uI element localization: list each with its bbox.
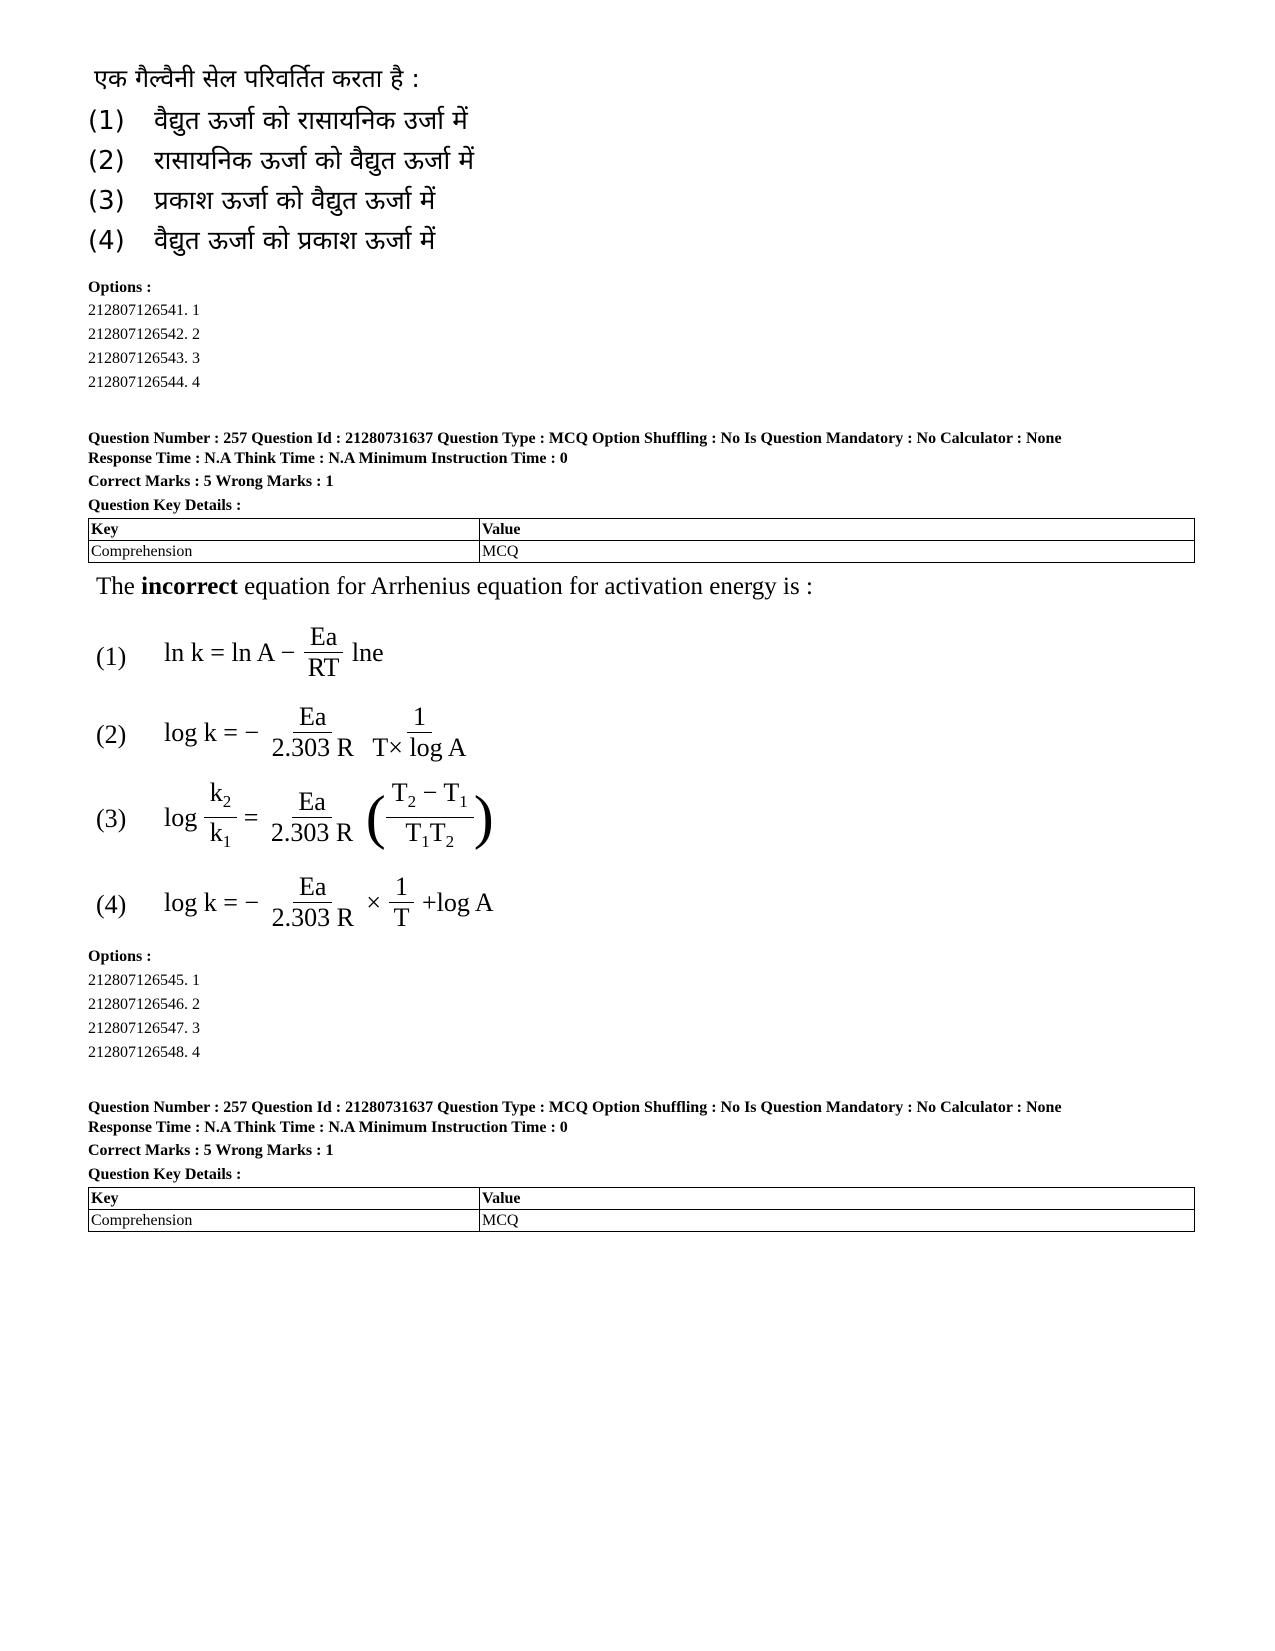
table-header-key: Key xyxy=(89,519,480,541)
question-meta-line2: Response Time : N.A Think Time : N.A Minimum Instruction Time : 0 xyxy=(88,1119,568,1136)
left-paren: ( xyxy=(365,784,386,851)
options-label: Options : xyxy=(88,948,152,965)
option-item: 212807126546. 2 xyxy=(88,996,200,1013)
question-meta-line1: Question Number : 257 Question Id : 21280731637 Question Type : MCQ Option Shuffling : No Is Question Mandatory : No Calculator : None xyxy=(88,430,1062,447)
question-stem-hindi: एक गैल्वैनी सेल परिवर्तित करता है : xyxy=(94,64,420,93)
question-stem-english: The incorrect equation for Arrhenius equation for activation energy is : xyxy=(96,573,813,600)
right-paren: ) xyxy=(473,784,494,851)
question-meta-line2: Response Time : N.A Think Time : N.A Minimum Instruction Time : 0 xyxy=(88,450,568,467)
question-meta-line1: Question Number : 257 Question Id : 21280731637 Question Type : MCQ Option Shuffling : No Is Question Mandatory : No Calculator : None xyxy=(88,1099,1062,1116)
equation-2: (2) log k = − $\frac{Ea}{2.303 R}$ $\frac{1}{\text{T× log A}}$ xyxy=(96,702,467,762)
option-item: 212807126541. 1 xyxy=(88,302,200,319)
table-cell-key: Comprehension xyxy=(89,541,480,563)
table-cell-key: Comprehension xyxy=(89,1210,480,1232)
equation-3: (3) log $\frac{k_2}{k_1}$ = $\frac{Ea}{2.303 R}$ ( $\frac{T_2 - T_1}{T_1T_2}$ ) xyxy=(96,778,494,852)
option-item: 212807126543. 3 xyxy=(88,350,200,367)
table-row xyxy=(89,541,1195,563)
table-header-value: Value xyxy=(480,519,1195,541)
marks-line: Correct Marks : 5 Wrong Marks : 1 xyxy=(88,1142,334,1159)
table-cell-value: MCQ xyxy=(480,1210,1195,1232)
choice-3: (3) प्रकाश ऊर्जा को वैद्युत ऊर्जा में xyxy=(88,186,436,216)
table-header-key: Key xyxy=(89,1188,480,1210)
table-header-row xyxy=(89,1188,1195,1210)
key-details-table xyxy=(88,1187,1195,1232)
table-row xyxy=(89,1210,1195,1232)
equation-1: (1) ln k = ln A − $\frac{Ea}{RT}$ lne xyxy=(96,622,384,682)
equation-4: (4) log k = − $\frac{Ea}{2.303 R}$ × $\frac{1}{T}$ +log A xyxy=(96,872,494,932)
option-item: 212807126545. 1 xyxy=(88,972,200,989)
option-item: 212807126544. 4 xyxy=(88,374,200,391)
key-details-label: Question Key Details : xyxy=(88,497,242,514)
key-details-label: Question Key Details : xyxy=(88,1166,242,1183)
option-item: 212807126547. 3 xyxy=(88,1020,200,1037)
key-details-table xyxy=(88,518,1195,563)
choice-1: (1) वैद्युत ऊर्जा को रासायनिक उर्जा में xyxy=(88,106,468,136)
options-label: Options : xyxy=(88,279,152,296)
choice-4: (4) वैद्युत ऊर्जा को प्रकाश ऊर्जा में xyxy=(88,226,436,256)
marks-line: Correct Marks : 5 Wrong Marks : 1 xyxy=(88,473,334,490)
table-header-row xyxy=(89,519,1195,541)
table-cell-value: MCQ xyxy=(480,541,1195,563)
choice-2: (2) रासायनिक ऊर्जा को वैद्युत ऊर्जा में xyxy=(88,146,474,176)
option-item: 212807126548. 4 xyxy=(88,1044,200,1061)
option-item: 212807126542. 2 xyxy=(88,326,200,343)
table-header-value: Value xyxy=(480,1188,1195,1210)
